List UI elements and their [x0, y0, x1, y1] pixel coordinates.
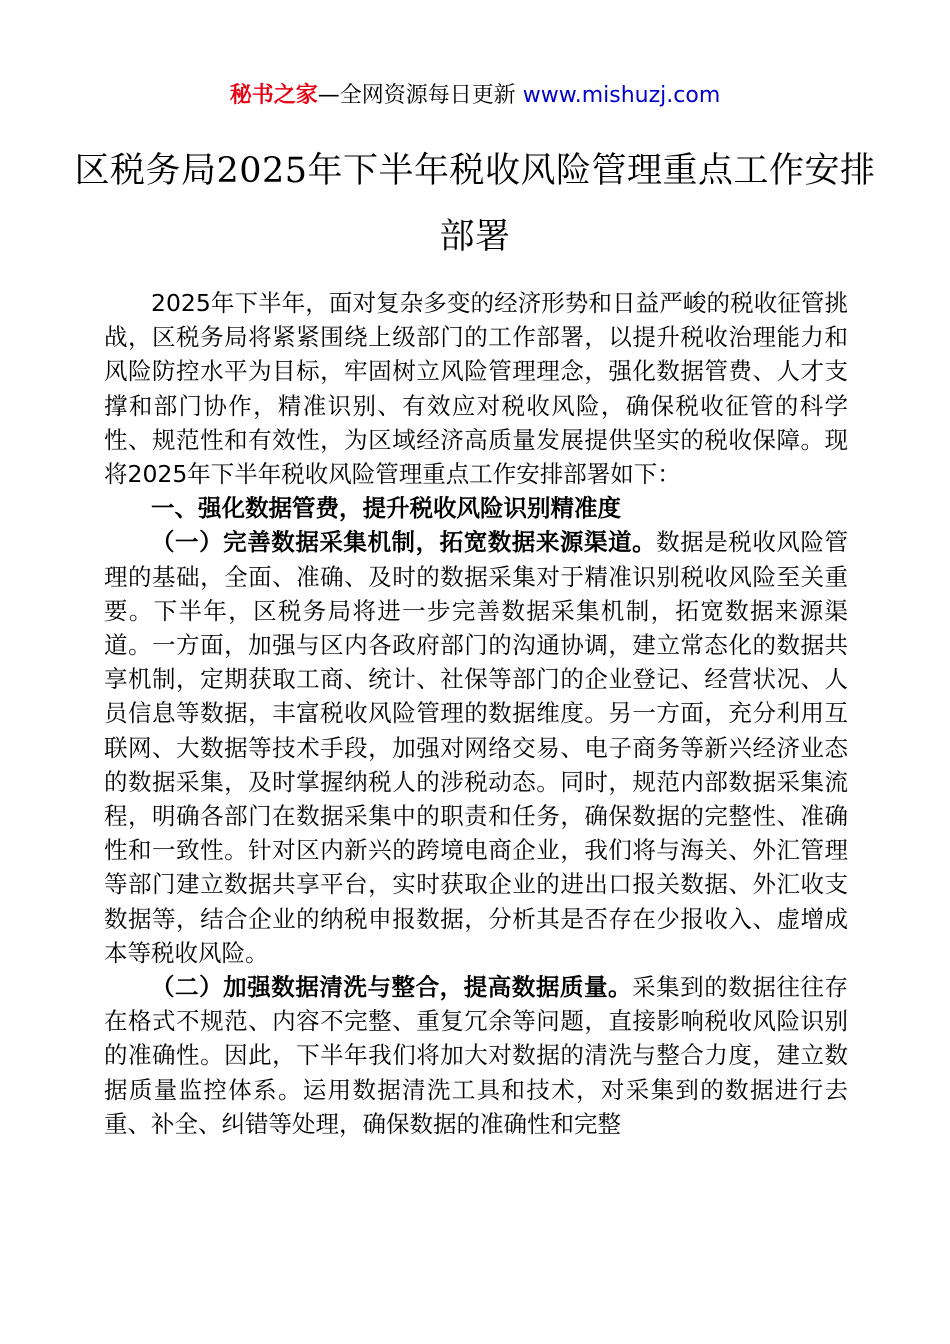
site-tagline: —全网资源每日更新: [317, 83, 523, 108]
paragraph-item-2: [104, 970, 848, 1141]
section-heading: 一、强化数据管费，提升税收风险识别精准度: [151, 494, 621, 523]
paragraph-item-1: [104, 525, 848, 970]
item-1-text: 数据是税收风险管理的基础，全面、准确、及时的数据采集对于精准识别税收风险至关重要。下半年，区税务局将进一步完善数据采集机制，拓宽数据来源渠道。一方面，加强与区内各政府部门的沟通协调，建立常态化的数据共享机制，定期获取工商、统计、社保等部门的企业登记、经营状况、人员信息等数据，丰富税收风险管理的数据维度。另一方面，充分利用互联网、大数据等技术手段，加强对网络交易、电子商务等新兴经济业态的数据采集，及时掌握纳税人的涉税动态。同时，规范内部数据采集流程，明确各部门在数据采集中的职责和任务，确保数据的完整性、准确性和一致性。针对区内新兴的跨境电商企业，我们将与海关、外汇管理等部门建立数据共享平台，实时获取企业的进出口报关数据、外汇收支数据等，结合企业的纳税申报数据，分析其是否存在少报收入、虚增成本等税收风险。: [104, 528, 849, 967]
site-url-link[interactable]: www.mishuzj.com: [522, 83, 721, 108]
item-2-lead: （二）加强数据清洗与整合，提高数据质量。: [151, 973, 633, 1002]
site-brand: 秘书之家: [229, 83, 318, 108]
document-body: [104, 286, 848, 1141]
document-title: 区税务局2025年下半年税收风险管理重点工作安排部署: [74, 151, 876, 257]
intro-paragraph: 2025年下半年，面对复杂多变的经济形势和日益严峻的税收征管挑战，区税务局将紧紧围绕上级部门的工作部署，以提升税收治理能力和风险防控水平为目标，牢固树立风险管理理念，强化数据管费、人才支撑和部门协作，精准识别、有效应对税收风险，确保税收征管的科学性、规范性和有效性，为区域经济高质量发展提供坚实的税收保障。现将2025年下半年税收风险管理重点工作安排部署如下：: [104, 289, 848, 489]
site-banner: [0, 80, 950, 112]
item-1-lead: （一）完善数据采集机制，拓宽数据来源渠道。: [151, 528, 657, 557]
item-2-text: 采集到的数据往往存在格式不规范、内容不完整、重复冗余等问题，直接影响税收风险识别的准确性。因此，下半年我们将加大对数据的清洗与整合力度，建立数据质量监控体系。运用数据清洗工具和技术，对采集到的数据进行去重、补全、纠错等处理，确保数据的准确性和完整: [104, 973, 849, 1138]
